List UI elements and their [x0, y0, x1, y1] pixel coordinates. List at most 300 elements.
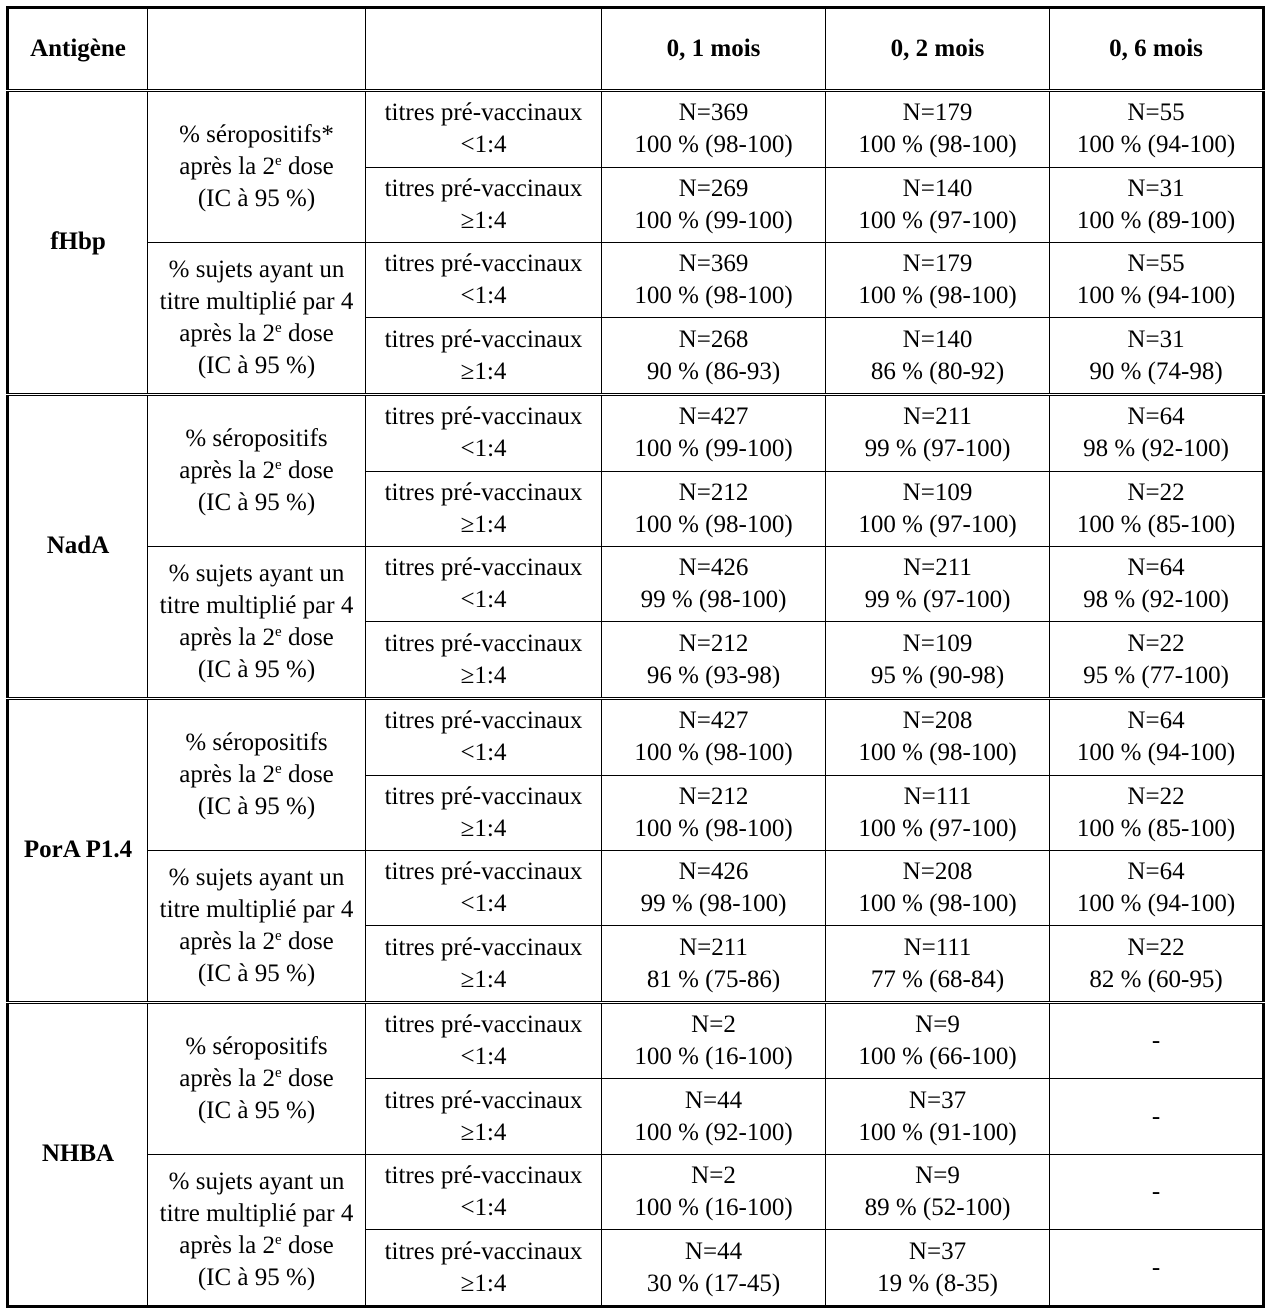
sero-text: % séropositifs: [185, 728, 328, 756]
fold-line-1: [150, 254, 363, 286]
dose-superscript: e: [275, 456, 282, 473]
titer-label: [368, 552, 599, 584]
titer-threshold: [368, 509, 599, 541]
result-cell: [1050, 471, 1264, 546]
ic-line: [150, 1262, 363, 1294]
result-cell: [1050, 1230, 1264, 1307]
result-value: 95 % (90-98): [870, 661, 1005, 689]
threshold-text: <1:4: [460, 1194, 507, 1222]
result-cell: [602, 775, 826, 850]
sample-size: N=369: [678, 250, 749, 278]
sample-size: N=208: [902, 858, 973, 886]
threshold-text: <1:4: [460, 1043, 507, 1071]
dose-superscript: e: [275, 152, 282, 169]
pre-vaccine-titer: [366, 242, 602, 317]
result-value: 100 % (97-100): [858, 510, 1017, 538]
result-cell: [602, 1230, 826, 1307]
result-cell: [826, 1002, 1050, 1079]
titer-label: [368, 173, 599, 205]
titer-text: titres pré-vaccinaux: [384, 1237, 583, 1265]
measure-fourfold: [148, 546, 366, 698]
titer-threshold: [368, 813, 599, 845]
ic-text: (IC à 95 %): [197, 792, 316, 820]
result-value: 100 % (98-100): [858, 890, 1017, 918]
after-dose-line: [150, 1230, 363, 1262]
result-cell: [602, 318, 826, 395]
fold-line-2: [150, 590, 363, 622]
after-dose-suffix: dose: [281, 319, 334, 347]
measure-seropositive: [148, 91, 366, 243]
threshold-text: ≥1:4: [460, 1269, 507, 1297]
result-cell: [1050, 1079, 1264, 1154]
pre-vaccine-titer: [366, 318, 602, 395]
sample-size: N=211: [903, 554, 972, 582]
result-cell: [826, 546, 1050, 621]
titer-text: titres pré-vaccinaux: [384, 554, 583, 582]
titer-threshold: [368, 356, 599, 388]
header-row: [8, 8, 1264, 91]
ic-text: (IC à 95 %): [197, 488, 316, 516]
sample-size: N=31: [1127, 325, 1185, 353]
sample-size: N=211: [679, 933, 748, 961]
result-value: 100 % (94-100): [1076, 739, 1236, 767]
sample-size: N=64: [1127, 707, 1185, 735]
titer-label: [368, 324, 599, 356]
measure-fourfold: [148, 850, 366, 1002]
after-dose-line: [150, 1063, 363, 1095]
result-value: 86 % (80-92): [870, 357, 1005, 385]
table-row: [8, 394, 1264, 471]
result-cell: [826, 698, 1050, 775]
result-value: 100 % (98-100): [634, 131, 793, 159]
result-value: 100 % (98-100): [634, 282, 793, 310]
result-value: 100 % (94-100): [1076, 131, 1236, 159]
result-cell: [602, 91, 826, 168]
header-0-2-mois: 0, 2 mois: [826, 8, 1050, 91]
sample-size: N=2: [691, 1162, 736, 1190]
sero-line: [150, 727, 363, 759]
dose-superscript: e: [275, 1231, 282, 1248]
ic-line: [150, 350, 363, 382]
after-dose-suffix: dose: [281, 927, 334, 955]
result-value: 100 % (16-100): [634, 1043, 793, 1071]
result-value: 82 % (60-95): [1089, 965, 1223, 993]
sample-size: N=179: [902, 99, 973, 127]
antigen-name: NHBA: [8, 1002, 148, 1306]
after-dose-suffix: dose: [281, 1231, 334, 1259]
result-value: 19 % (8-35): [877, 1269, 998, 1297]
fold-text-1: % sujets ayant un: [168, 1167, 345, 1195]
titer-threshold: [368, 129, 599, 161]
result-value: 90 % (74-98): [1089, 357, 1223, 385]
titer-label: [368, 1085, 599, 1117]
sample-size: N=140: [902, 325, 973, 353]
titer-text: titres pré-vaccinaux: [384, 99, 583, 127]
titer-label: [368, 856, 599, 888]
fold-text-2: titre multiplié par 4: [159, 895, 354, 923]
ic-line: [150, 958, 363, 990]
after-dose-line: [150, 455, 363, 487]
sample-size: N=179: [902, 250, 973, 278]
result-value: 100 % (94-100): [1076, 890, 1236, 918]
titer-threshold: [368, 280, 599, 312]
threshold-text: ≥1:4: [460, 206, 507, 234]
titer-label: [368, 932, 599, 964]
ic-line: [150, 183, 363, 215]
result-value: -: [1151, 1102, 1161, 1130]
sample-size: N=31: [1127, 174, 1185, 202]
result-cell: [1050, 775, 1264, 850]
after-dose-suffix: dose: [281, 1064, 334, 1092]
result-cell: [826, 1154, 1050, 1229]
after-dose-line: [150, 622, 363, 654]
titer-text: titres pré-vaccinaux: [384, 629, 583, 657]
table-row: [8, 698, 1264, 775]
result-value: 100 % (98-100): [634, 510, 793, 538]
measure-fourfold: [148, 1154, 366, 1306]
titer-threshold: [368, 964, 599, 996]
result-cell: [1050, 318, 1264, 395]
ic-line: [150, 1095, 363, 1127]
result-value: 100 % (98-100): [858, 131, 1017, 159]
sero-text: % séropositifs: [185, 424, 328, 452]
titer-label: [368, 1009, 599, 1041]
result-cell: [826, 1230, 1050, 1307]
result-value: 81 % (75-86): [646, 965, 781, 993]
result-cell: [826, 91, 1050, 168]
result-cell: [602, 242, 826, 317]
result-value: 100 % (94-100): [1076, 282, 1236, 310]
after-dose-text: après la 2: [179, 927, 276, 955]
result-value: 100 % (91-100): [858, 1118, 1017, 1146]
result-value: 100 % (85-100): [1076, 814, 1236, 842]
titer-label: [368, 781, 599, 813]
result-cell: [826, 242, 1050, 317]
result-value: 90 % (86-93): [646, 357, 781, 385]
dose-superscript: e: [275, 927, 282, 944]
result-value: 96 % (93-98): [646, 661, 781, 689]
result-cell: [602, 1154, 826, 1229]
after-dose-suffix: dose: [281, 760, 334, 788]
result-value: 100 % (85-100): [1076, 510, 1236, 538]
header-0-1-mois: 0, 1 mois: [602, 8, 826, 91]
sample-size: N=22: [1127, 478, 1185, 506]
pre-vaccine-titer: [366, 546, 602, 621]
ic-line: [150, 791, 363, 823]
result-cell: [602, 1002, 826, 1079]
sample-size: N=64: [1127, 858, 1185, 886]
fold-line-2: [150, 1198, 363, 1230]
titer-text: titres pré-vaccinaux: [384, 478, 583, 506]
table-row: [8, 546, 1264, 621]
result-cell: [602, 1079, 826, 1154]
after-dose-line: [150, 151, 363, 183]
fold-line-1: [150, 1166, 363, 1198]
pre-vaccine-titer: [366, 394, 602, 471]
titer-threshold: [368, 888, 599, 920]
pre-vaccine-titer: [366, 698, 602, 775]
result-cell: [826, 622, 1050, 699]
result-cell: [1050, 850, 1264, 925]
sample-size: N=111: [903, 933, 972, 961]
result-value: -: [1151, 1178, 1161, 1206]
after-dose-suffix: dose: [281, 152, 334, 180]
sample-size: N=109: [902, 478, 973, 506]
sero-text: % séropositifs: [185, 1032, 328, 1060]
result-cell: [1050, 91, 1264, 168]
titer-threshold: [368, 584, 599, 616]
pre-vaccine-titer: [366, 1154, 602, 1229]
result-value: 100 % (89-100): [1076, 206, 1236, 234]
sample-size: N=37: [908, 1237, 967, 1265]
titer-label: [368, 248, 599, 280]
result-cell: [602, 167, 826, 242]
sample-size: N=111: [903, 782, 972, 810]
sample-size: N=64: [1127, 554, 1185, 582]
titer-threshold: [368, 660, 599, 692]
result-cell: [826, 318, 1050, 395]
sample-size: N=55: [1127, 99, 1185, 127]
pre-vaccine-titer: [366, 1079, 602, 1154]
titer-threshold: [368, 205, 599, 237]
threshold-text: ≥1:4: [460, 1118, 507, 1146]
after-dose-line: [150, 759, 363, 791]
result-cell: [602, 850, 826, 925]
sample-size: N=22: [1127, 933, 1185, 961]
titer-label: [368, 705, 599, 737]
threshold-text: ≥1:4: [460, 965, 507, 993]
result-cell: [602, 394, 826, 471]
fold-line-1: [150, 558, 363, 590]
titer-label: [368, 477, 599, 509]
result-cell: [1050, 1154, 1264, 1229]
result-value: 95 % (77-100): [1083, 661, 1229, 689]
result-cell: [602, 926, 826, 1003]
ic-text: (IC à 95 %): [197, 1263, 316, 1291]
results-table: [6, 6, 1265, 1308]
dose-superscript: e: [275, 1064, 282, 1081]
threshold-text: ≥1:4: [460, 814, 507, 842]
result-cell: [602, 546, 826, 621]
after-dose-text: après la 2: [179, 1064, 276, 1092]
sample-size: N=64: [1127, 403, 1185, 431]
threshold-text: <1:4: [460, 131, 507, 159]
after-dose-line: [150, 318, 363, 350]
ic-line: [150, 487, 363, 519]
titer-text: titres pré-vaccinaux: [384, 782, 583, 810]
sample-size: N=22: [1127, 629, 1185, 657]
threshold-text: <1:4: [460, 890, 507, 918]
result-value: 100 % (99-100): [634, 435, 793, 463]
result-cell: [826, 850, 1050, 925]
result-cell: [826, 775, 1050, 850]
measure-seropositive: [148, 698, 366, 850]
titer-label: [368, 1236, 599, 1268]
result-value: 98 % (92-100): [1083, 435, 1229, 463]
result-value: 99 % (97-100): [864, 586, 1011, 614]
sample-size: N=426: [678, 554, 749, 582]
result-cell: [826, 167, 1050, 242]
titer-threshold: [368, 433, 599, 465]
header-blank-1: [148, 8, 366, 91]
threshold-text: <1:4: [460, 739, 507, 767]
result-value: 100 % (66-100): [858, 1043, 1017, 1071]
after-dose-text: après la 2: [179, 760, 276, 788]
threshold-text: ≥1:4: [460, 661, 507, 689]
titer-label: [368, 628, 599, 660]
pre-vaccine-titer: [366, 1230, 602, 1307]
result-value: 100 % (98-100): [634, 814, 793, 842]
pre-vaccine-titer: [366, 471, 602, 546]
sample-size: N=212: [678, 478, 749, 506]
after-dose-suffix: dose: [281, 456, 334, 484]
antigen-name: PorA P1.4: [8, 698, 148, 1002]
threshold-text: <1:4: [460, 586, 507, 614]
measure-seropositive: [148, 1002, 366, 1154]
titer-threshold: [368, 1117, 599, 1149]
result-value: 100 % (98-100): [634, 739, 793, 767]
sero-text: % séropositifs*: [179, 120, 334, 148]
titer-threshold: [368, 1041, 599, 1073]
titer-text: titres pré-vaccinaux: [384, 174, 583, 202]
sample-size: N=140: [902, 174, 973, 202]
titer-text: titres pré-vaccinaux: [384, 325, 583, 353]
titer-threshold: [368, 1268, 599, 1300]
sample-size: N=9: [915, 1162, 960, 1190]
titer-text: titres pré-vaccinaux: [384, 1086, 583, 1114]
table-row: [8, 1002, 1264, 1079]
pre-vaccine-titer: [366, 775, 602, 850]
after-dose-text: après la 2: [179, 152, 276, 180]
table-row: [8, 242, 1264, 317]
result-cell: [1050, 622, 1264, 699]
titer-label: [368, 1160, 599, 1192]
antigen-name: fHbp: [8, 91, 148, 395]
sample-size: N=55: [1127, 250, 1185, 278]
titer-text: titres pré-vaccinaux: [384, 250, 583, 278]
table-row: [8, 91, 1264, 168]
result-cell: [1050, 546, 1264, 621]
threshold-text: <1:4: [460, 282, 507, 310]
sero-line: [150, 119, 363, 151]
result-value: 100 % (98-100): [858, 282, 1017, 310]
sample-size: N=269: [678, 174, 749, 202]
result-cell: [1050, 394, 1264, 471]
titer-text: titres pré-vaccinaux: [384, 403, 583, 431]
result-value: 30 % (17-45): [646, 1269, 781, 1297]
pre-vaccine-titer: [366, 91, 602, 168]
table-body: [8, 91, 1264, 1307]
sample-size: N=427: [678, 707, 749, 735]
after-dose-suffix: dose: [281, 623, 334, 651]
sample-size: N=44: [684, 1237, 743, 1265]
sample-size: N=268: [678, 325, 749, 353]
titer-text: titres pré-vaccinaux: [384, 858, 583, 886]
sero-line: [150, 1031, 363, 1063]
sample-size: N=212: [678, 782, 749, 810]
fold-text-1: % sujets ayant un: [168, 863, 345, 891]
result-cell: [1050, 167, 1264, 242]
measure-seropositive: [148, 394, 366, 546]
ic-text: (IC à 95 %): [197, 351, 316, 379]
threshold-text: <1:4: [460, 435, 507, 463]
after-dose-text: après la 2: [179, 623, 276, 651]
sample-size: N=426: [678, 858, 749, 886]
result-value: 99 % (98-100): [640, 890, 787, 918]
titer-text: titres pré-vaccinaux: [384, 707, 583, 735]
fold-line-2: [150, 894, 363, 926]
threshold-text: ≥1:4: [460, 357, 507, 385]
sample-size: N=208: [902, 707, 973, 735]
pre-vaccine-titer: [366, 850, 602, 925]
pre-vaccine-titer: [366, 926, 602, 1003]
sample-size: N=427: [678, 403, 749, 431]
result-value: -: [1151, 1027, 1161, 1055]
pre-vaccine-titer: [366, 622, 602, 699]
fold-line-2: [150, 286, 363, 318]
ic-text: (IC à 95 %): [197, 959, 316, 987]
result-cell: [1050, 242, 1264, 317]
table-row: [8, 1154, 1264, 1229]
ic-line: [150, 654, 363, 686]
dose-superscript: e: [275, 760, 282, 777]
after-dose-text: après la 2: [179, 456, 276, 484]
result-cell: [602, 698, 826, 775]
result-value: 100 % (97-100): [858, 206, 1017, 234]
header-blank-2: [366, 8, 602, 91]
antigen-name: NadA: [8, 394, 148, 698]
sample-size: N=9: [915, 1011, 960, 1039]
ic-text: (IC à 95 %): [197, 184, 316, 212]
result-value: 100 % (16-100): [634, 1194, 793, 1222]
measure-fourfold: [148, 242, 366, 394]
result-cell: [1050, 698, 1264, 775]
result-cell: [602, 471, 826, 546]
fold-line-1: [150, 862, 363, 894]
titer-text: titres pré-vaccinaux: [384, 1162, 583, 1190]
fold-text-2: titre multiplié par 4: [159, 1199, 354, 1227]
fold-text-1: % sujets ayant un: [168, 255, 345, 283]
result-value: -: [1151, 1253, 1161, 1281]
ic-text: (IC à 95 %): [197, 655, 316, 683]
titer-threshold: [368, 737, 599, 769]
after-dose-line: [150, 926, 363, 958]
pre-vaccine-titer: [366, 1002, 602, 1079]
result-value: 99 % (98-100): [640, 586, 787, 614]
threshold-text: ≥1:4: [460, 510, 507, 538]
sample-size: N=212: [678, 629, 749, 657]
after-dose-text: après la 2: [179, 319, 276, 347]
sample-size: N=22: [1127, 782, 1185, 810]
result-cell: [602, 622, 826, 699]
fold-text-1: % sujets ayant un: [168, 559, 345, 587]
titer-threshold: [368, 1192, 599, 1224]
result-cell: [1050, 1002, 1264, 1079]
sample-size: N=2: [691, 1011, 736, 1039]
pre-vaccine-titer: [366, 167, 602, 242]
result-cell: [826, 1079, 1050, 1154]
sero-line: [150, 423, 363, 455]
after-dose-text: après la 2: [179, 1231, 276, 1259]
sample-size: N=211: [903, 403, 972, 431]
sample-size: N=109: [902, 629, 973, 657]
result-value: 99 % (97-100): [864, 435, 1011, 463]
result-value: 98 % (92-100): [1083, 586, 1229, 614]
result-cell: [826, 926, 1050, 1003]
titer-text: titres pré-vaccinaux: [384, 1011, 583, 1039]
dose-superscript: e: [275, 623, 282, 640]
titer-text: titres pré-vaccinaux: [384, 933, 583, 961]
